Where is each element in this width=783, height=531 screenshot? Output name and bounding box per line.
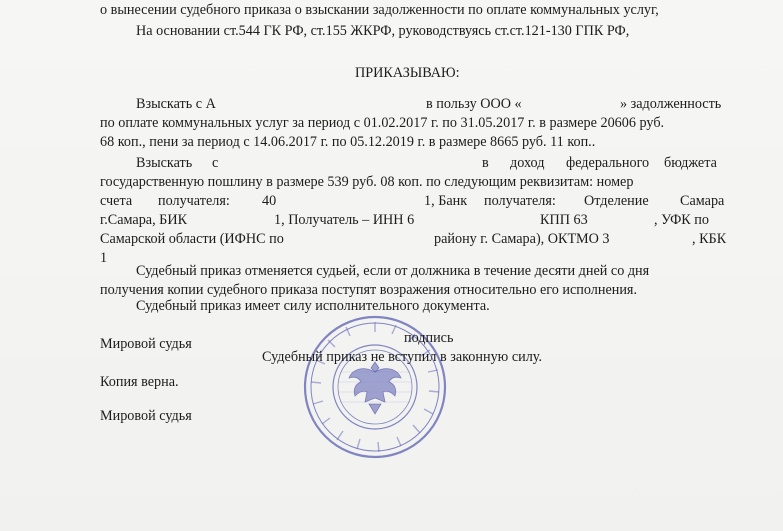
p4-line1: Судебный приказ имеет силу исполнительного документа. (136, 298, 490, 314)
not-in-force-note: Судебный приказ не вступил в законную силу. (262, 349, 543, 365)
p2-line5-a: Самарской области (ИФНС по (100, 231, 284, 247)
p2-line4-b: 1, Получатель – ИНН 6 (274, 212, 415, 228)
order-heading: ПРИКАЗЫВАЮ: (355, 65, 460, 81)
judge-label-1: Мировой судья (100, 336, 192, 352)
p2-line5-c: , КБК (692, 231, 727, 247)
p2-line3-a: счета (100, 193, 133, 209)
p2-line3-b: получателя: (158, 193, 230, 209)
p1-line2: по оплате коммунальных услуг за период с 01.02.2017 г. по 31.05.2017 г. в размере 20606 руб. (100, 115, 665, 131)
p3-line2: получения копии судебного приказа поступят возражения относительно его исполнения. (100, 282, 637, 298)
p2-line3-c: 40 (262, 193, 277, 209)
signature-note: подпись (404, 330, 454, 346)
p2-line1-c: в (482, 155, 489, 171)
p2-line4-d: , УФК по (654, 212, 709, 228)
basis-line: На основании ст.544 ГК РФ, ст.155 ЖКРФ, руководствуясь ст.ст.121-130 ГПК РФ, (136, 23, 630, 39)
copy-true-label: Копия верна. (100, 374, 179, 390)
p2-line3-f: Отделение (584, 193, 649, 209)
p2-line3-d: 1, Банк (424, 193, 468, 209)
judge-label-2: Мировой судья (100, 408, 192, 424)
p2-line3-e: получателя: (484, 193, 556, 209)
p1-line3: 68 коп., пени за период с 14.06.2017 г. по 05.12.2019 г. в размере 8665 руб. 11 коп.. (100, 134, 596, 150)
p1-line1-b: в пользу ООО « (426, 96, 522, 112)
p2-line1-a: Взыскать (136, 155, 193, 171)
p2-line5-b: району г. Самара), ОКТМО 3 (434, 231, 610, 247)
p2-line2: государственную пошлину в размере 539 руб. 08 коп. по следующим реквизитам: номер (100, 174, 634, 190)
p2-line4-a: г.Самара, БИК (100, 212, 188, 228)
p3-line1: Судебный приказ отменяется судьей, если от должника в течение десяти дней со дня (136, 263, 650, 279)
p2-line6: 1 (100, 250, 108, 266)
p1-line1-c: » задолженность (620, 96, 722, 112)
p2-line1-b: с (212, 155, 219, 171)
p2-line3-g: Самара (680, 193, 725, 209)
p1-line1-a: Взыскать с А (136, 96, 216, 112)
p2-line1-d: доход (510, 155, 545, 171)
p2-line4-c: КПП 63 (540, 212, 588, 228)
header-line: о вынесении судебного приказа о взыскании задолженности по оплате коммунальных услуг, (100, 2, 659, 18)
p2-line1-f: бюджета (664, 155, 717, 171)
p2-line1-e: федерального (566, 155, 650, 171)
